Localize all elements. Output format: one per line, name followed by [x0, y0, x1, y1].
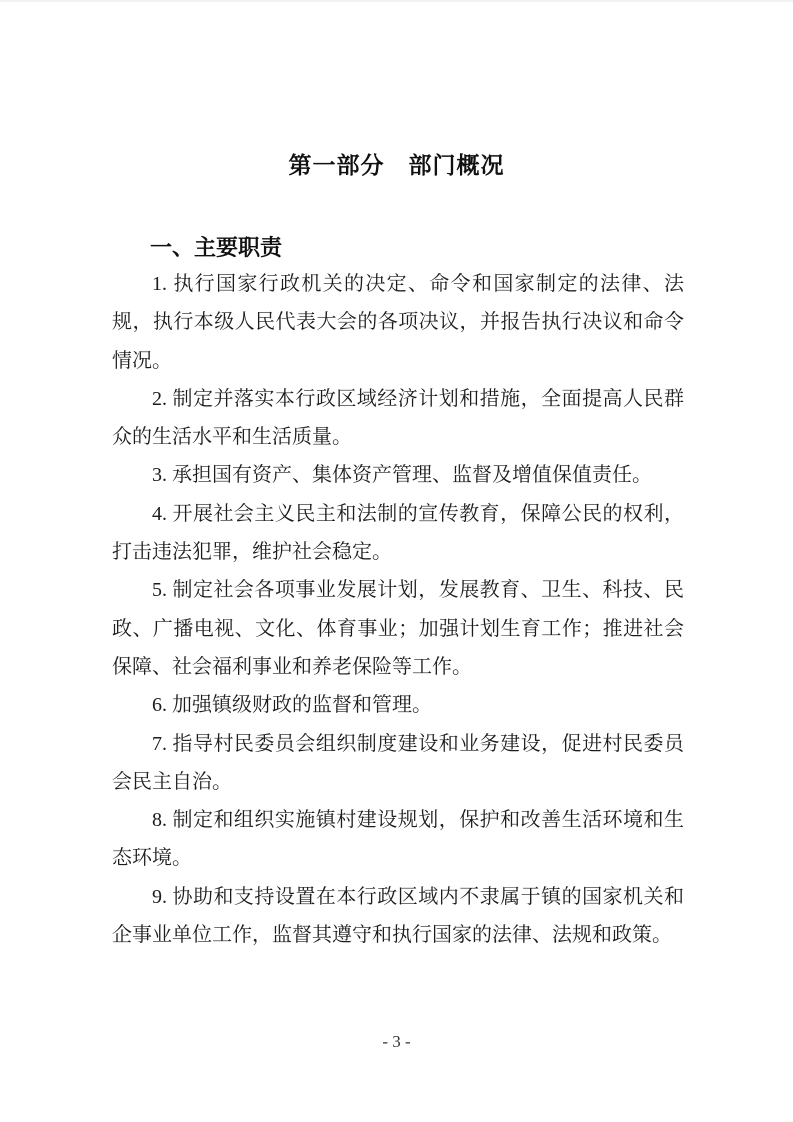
- body-paragraph: 7. 指导村民委员会组织制度建设和业务建设，促进村民委员会民主自治。: [112, 732, 684, 793]
- body-paragraph: 8. 制定和组织实施镇村建设规划，保护和改善生活环境和生态环境。: [112, 809, 684, 870]
- document-title: 第一部分 部门概况: [288, 153, 505, 179]
- body-paragraph: 1. 执行国家行政机关的决定、命令和国家制定的法律、法规，执行本级人民代表大会的各项决议，并报告执行决议和命令情况。: [112, 273, 684, 372]
- page-number: - 3 -: [382, 1032, 411, 1051]
- body-paragraph: 9. 协助和支持设置在本行政区域内不隶属于镇的国家机关和企事业单位工作，监督其遵守和执行国家的法律、法规和政策。: [112, 885, 684, 947]
- document-body: [0, 233, 793, 954]
- paragraph-list: [112, 265, 684, 954]
- body-paragraph: 5. 制定社会各项事业发展计划，发展教育、卫生、科技、民政、广播电视、文化、体育事业；加强计划生育工作；推进社会保障、社会福利事业和养老保险等工作。: [112, 579, 684, 678]
- section-heading: 一、主要职责: [150, 235, 283, 260]
- body-paragraph: 3. 承担国有资产、集体资产管理、监督及增值保值责任。: [152, 464, 652, 487]
- body-paragraph: 4. 开展社会主义民主和法制的宣传教育，保障公民的权利，打击违法犯罪，维护社会稳定。: [112, 502, 684, 564]
- body-paragraph: 2. 制定并落实本行政区域经济计划和措施，全面提高人民群众的生活水平和生活质量。: [112, 387, 684, 449]
- body-paragraph: 6. 加强镇级财政的监督和管理。: [152, 694, 432, 717]
